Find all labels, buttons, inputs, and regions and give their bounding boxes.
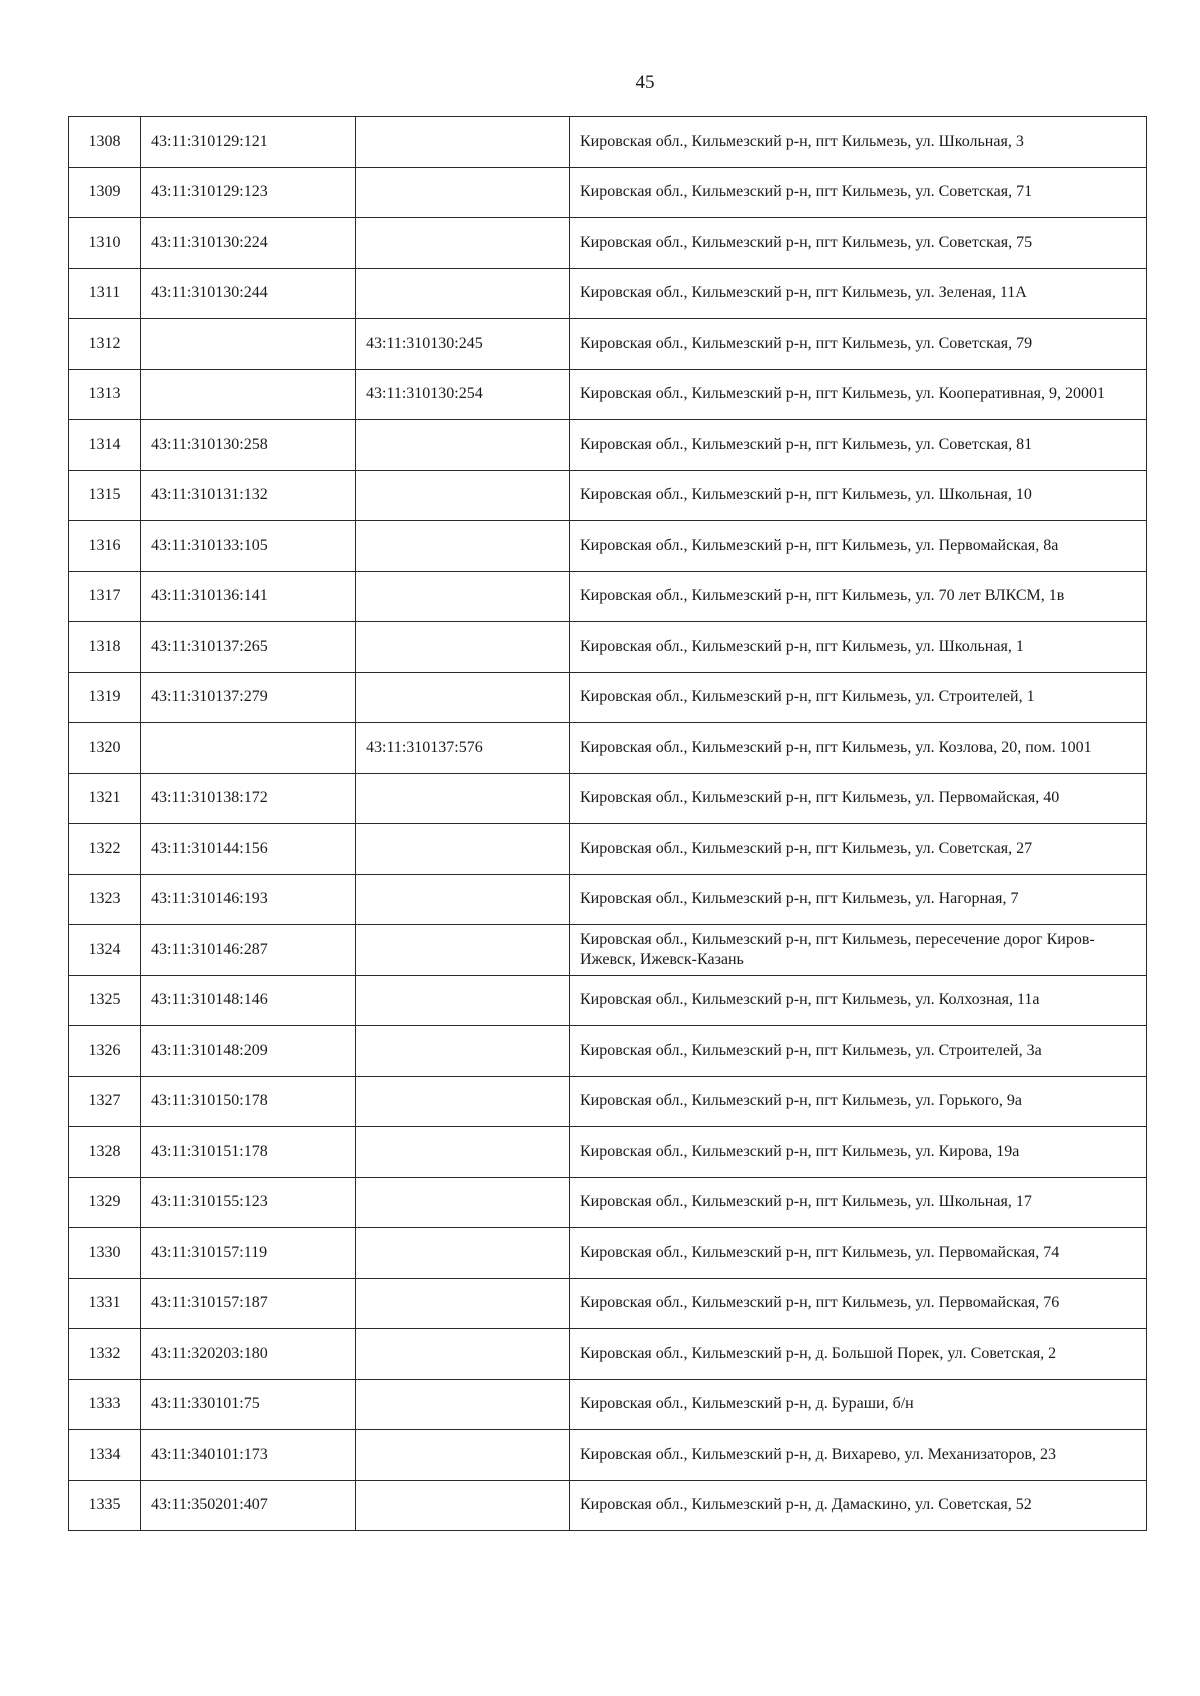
- cadastral-number-cell: 43:11:310144:156: [141, 824, 356, 875]
- cadastral-number-alt-cell: 43:11:310130:254: [356, 369, 570, 420]
- cadastral-number-alt-cell: [356, 521, 570, 572]
- table-row: [69, 1026, 1147, 1077]
- table-row: [69, 369, 1147, 420]
- row-number-cell: 1322: [69, 824, 141, 875]
- cadastral-number-alt-cell: [356, 1177, 570, 1228]
- address-cell: Кировская обл., Кильмезский р-н, д. Дамаскино, ул. Советская, 52: [570, 1480, 1147, 1531]
- table-row: [69, 773, 1147, 824]
- cadastral-number-alt-cell: [356, 1076, 570, 1127]
- table-row: [69, 622, 1147, 673]
- address-cell: Кировская обл., Кильмезский р-н, пгт Кильмезь, ул. Кирова, 19а: [570, 1127, 1147, 1178]
- row-number-cell: 1329: [69, 1177, 141, 1228]
- table-row: [69, 1379, 1147, 1430]
- address-cell: Кировская обл., Кильмезский р-н, пгт Кильмезь, ул. Первомайская, 8а: [570, 521, 1147, 572]
- cadastral-number-cell: 43:11:310138:172: [141, 773, 356, 824]
- row-number-cell: 1315: [69, 470, 141, 521]
- table-row: [69, 874, 1147, 925]
- address-cell: Кировская обл., Кильмезский р-н, д. Бураши, б/н: [570, 1379, 1147, 1430]
- row-number-cell: 1321: [69, 773, 141, 824]
- cadastral-number-alt-cell: [356, 218, 570, 269]
- address-cell: Кировская обл., Кильмезский р-н, пгт Кильмезь, ул. Колхозная, 11а: [570, 975, 1147, 1026]
- cadastral-number-cell: [141, 369, 356, 420]
- cadastral-number-cell: 43:11:310131:132: [141, 470, 356, 521]
- row-number-cell: 1311: [69, 268, 141, 319]
- cadastral-number-alt-cell: [356, 874, 570, 925]
- cadastral-number-cell: 43:11:310157:119: [141, 1228, 356, 1279]
- cadastral-number-cell: 43:11:310130:258: [141, 420, 356, 471]
- cadastral-number-cell: 43:11:310130:244: [141, 268, 356, 319]
- cadastral-number-alt-cell: [356, 1127, 570, 1178]
- cadastral-number-cell: 43:11:310137:265: [141, 622, 356, 673]
- address-cell: Кировская обл., Кильмезский р-н, пгт Кильмезь, ул. Первомайская, 74: [570, 1228, 1147, 1279]
- cadastral-number-alt-cell: [356, 1430, 570, 1481]
- address-cell: Кировская обл., Кильмезский р-н, пгт Кильмезь, ул. Советская, 81: [570, 420, 1147, 471]
- address-cell: Кировская обл., Кильмезский р-н, пгт Кильмезь, ул. Школьная, 3: [570, 117, 1147, 168]
- registry-table: [68, 116, 1147, 1531]
- address-cell: Кировская обл., Кильмезский р-н, д. Вихарево, ул. Механизаторов, 23: [570, 1430, 1147, 1481]
- cadastral-number-alt-cell: [356, 622, 570, 673]
- cadastral-number-cell: 43:11:310146:287: [141, 925, 356, 976]
- cadastral-number-alt-cell: [356, 117, 570, 168]
- table-row: [69, 268, 1147, 319]
- table-row: [69, 1228, 1147, 1279]
- row-number-cell: 1324: [69, 925, 141, 976]
- address-cell: Кировская обл., Кильмезский р-н, пгт Кильмезь, ул. Горького, 9а: [570, 1076, 1147, 1127]
- cadastral-number-cell: 43:11:310130:224: [141, 218, 356, 269]
- cadastral-number-cell: 43:11:310129:123: [141, 167, 356, 218]
- page-number: 45: [635, 72, 655, 93]
- row-number-cell: 1323: [69, 874, 141, 925]
- row-number-cell: 1316: [69, 521, 141, 572]
- address-cell: Кировская обл., Кильмезский р-н, пгт Кильмезь, ул. Советская, 71: [570, 167, 1147, 218]
- table-row: [69, 117, 1147, 168]
- row-number-cell: 1313: [69, 369, 141, 420]
- row-number-cell: 1317: [69, 571, 141, 622]
- cadastral-number-alt-cell: [356, 1329, 570, 1380]
- row-number-cell: 1310: [69, 218, 141, 269]
- cadastral-number-alt-cell: [356, 1480, 570, 1531]
- table-row: [69, 1127, 1147, 1178]
- cadastral-number-cell: [141, 723, 356, 774]
- address-cell: Кировская обл., Кильмезский р-н, пгт Кильмезь, ул. Первомайская, 76: [570, 1278, 1147, 1329]
- row-number-cell: 1326: [69, 1026, 141, 1077]
- address-cell: Кировская обл., Кильмезский р-н, пгт Кильмезь, ул. Зеленая, 11А: [570, 268, 1147, 319]
- row-number-cell: 1331: [69, 1278, 141, 1329]
- row-number-cell: 1314: [69, 420, 141, 471]
- table-row: [69, 824, 1147, 875]
- cadastral-number-cell: 43:11:310148:146: [141, 975, 356, 1026]
- row-number-cell: 1309: [69, 167, 141, 218]
- table-row: [69, 1329, 1147, 1380]
- registry-table-body: [69, 117, 1147, 1531]
- cadastral-number-cell: 43:11:350201:407: [141, 1480, 356, 1531]
- address-cell: Кировская обл., Кильмезский р-н, пгт Кильмезь, ул. Нагорная, 7: [570, 874, 1147, 925]
- row-number-cell: 1325: [69, 975, 141, 1026]
- cadastral-number-alt-cell: [356, 975, 570, 1026]
- row-number-cell: 1308: [69, 117, 141, 168]
- row-number-cell: 1318: [69, 622, 141, 673]
- cadastral-number-cell: 43:11:310150:178: [141, 1076, 356, 1127]
- table-row: [69, 218, 1147, 269]
- table-row: [69, 975, 1147, 1026]
- address-cell: Кировская обл., Кильмезский р-н, пгт Кильмезь, пересечение дорог Киров-Ижевск, Ижевск-Казань: [570, 925, 1147, 976]
- cadastral-number-cell: 43:11:310155:123: [141, 1177, 356, 1228]
- address-cell: Кировская обл., Кильмезский р-н, пгт Кильмезь, ул. Строителей, 3а: [570, 1026, 1147, 1077]
- cadastral-number-cell: 43:11:310157:187: [141, 1278, 356, 1329]
- row-number-cell: 1335: [69, 1480, 141, 1531]
- table-row: [69, 1430, 1147, 1481]
- address-cell: Кировская обл., Кильмезский р-н, пгт Кильмезь, ул. Козлова, 20, пом. 1001: [570, 723, 1147, 774]
- row-number-cell: 1320: [69, 723, 141, 774]
- table-row: [69, 1278, 1147, 1329]
- cadastral-number-cell: 43:11:310151:178: [141, 1127, 356, 1178]
- address-cell: Кировская обл., Кильмезский р-н, пгт Кильмезь, ул. Советская, 79: [570, 319, 1147, 370]
- address-cell: Кировская обл., Кильмезский р-н, пгт Кильмезь, ул. 70 лет ВЛКСМ, 1в: [570, 571, 1147, 622]
- cadastral-number-alt-cell: [356, 268, 570, 319]
- row-number-cell: 1328: [69, 1127, 141, 1178]
- cadastral-number-alt-cell: 43:11:310130:245: [356, 319, 570, 370]
- address-cell: Кировская обл., Кильмезский р-н, пгт Кильмезь, ул. Советская, 27: [570, 824, 1147, 875]
- cadastral-number-alt-cell: 43:11:310137:576: [356, 723, 570, 774]
- address-cell: Кировская обл., Кильмезский р-н, пгт Кильмезь, ул. Школьная, 17: [570, 1177, 1147, 1228]
- table-row: [69, 470, 1147, 521]
- cadastral-number-alt-cell: [356, 824, 570, 875]
- cadastral-number-cell: 43:11:310148:209: [141, 1026, 356, 1077]
- table-row: [69, 723, 1147, 774]
- row-number-cell: 1333: [69, 1379, 141, 1430]
- cadastral-number-alt-cell: [356, 672, 570, 723]
- table-row: [69, 925, 1147, 976]
- row-number-cell: 1334: [69, 1430, 141, 1481]
- table-row: [69, 420, 1147, 471]
- cadastral-number-cell: [141, 319, 356, 370]
- table-row: [69, 521, 1147, 572]
- row-number-cell: 1312: [69, 319, 141, 370]
- row-number-cell: 1319: [69, 672, 141, 723]
- row-number-cell: 1327: [69, 1076, 141, 1127]
- address-cell: Кировская обл., Кильмезский р-н, пгт Кильмезь, ул. Школьная, 1: [570, 622, 1147, 673]
- cadastral-number-alt-cell: [356, 167, 570, 218]
- address-cell: Кировская обл., Кильмезский р-н, пгт Кильмезь, ул. Первомайская, 40: [570, 773, 1147, 824]
- address-cell: Кировская обл., Кильмезский р-н, д. Большой Порек, ул. Советская, 2: [570, 1329, 1147, 1380]
- cadastral-number-cell: 43:11:330101:75: [141, 1379, 356, 1430]
- table-row: [69, 319, 1147, 370]
- table-row: [69, 1076, 1147, 1127]
- cadastral-number-alt-cell: [356, 1278, 570, 1329]
- cadastral-number-alt-cell: [356, 571, 570, 622]
- cadastral-number-alt-cell: [356, 470, 570, 521]
- table-row: [69, 1480, 1147, 1531]
- address-cell: Кировская обл., Кильмезский р-н, пгт Кильмезь, ул. Кооперативная, 9, 20001: [570, 369, 1147, 420]
- table-row: [69, 1177, 1147, 1228]
- cadastral-number-alt-cell: [356, 420, 570, 471]
- cadastral-number-alt-cell: [356, 1228, 570, 1279]
- table-row: [69, 571, 1147, 622]
- address-cell: Кировская обл., Кильмезский р-н, пгт Кильмезь, ул. Строителей, 1: [570, 672, 1147, 723]
- cadastral-number-cell: 43:11:310146:193: [141, 874, 356, 925]
- address-cell: Кировская обл., Кильмезский р-н, пгт Кильмезь, ул. Школьная, 10: [570, 470, 1147, 521]
- row-number-cell: 1330: [69, 1228, 141, 1279]
- cadastral-number-cell: 43:11:310136:141: [141, 571, 356, 622]
- cadastral-number-cell: 43:11:310129:121: [141, 117, 356, 168]
- cadastral-number-cell: 43:11:320203:180: [141, 1329, 356, 1380]
- cadastral-number-alt-cell: [356, 1379, 570, 1430]
- cadastral-number-alt-cell: [356, 1026, 570, 1077]
- address-cell: Кировская обл., Кильмезский р-н, пгт Кильмезь, ул. Советская, 75: [570, 218, 1147, 269]
- cadastral-number-alt-cell: [356, 925, 570, 976]
- table-row: [69, 672, 1147, 723]
- cadastral-number-cell: 43:11:340101:173: [141, 1430, 356, 1481]
- row-number-cell: 1332: [69, 1329, 141, 1380]
- cadastral-number-cell: 43:11:310133:105: [141, 521, 356, 572]
- table-row: [69, 167, 1147, 218]
- cadastral-number-cell: 43:11:310137:279: [141, 672, 356, 723]
- cadastral-number-alt-cell: [356, 773, 570, 824]
